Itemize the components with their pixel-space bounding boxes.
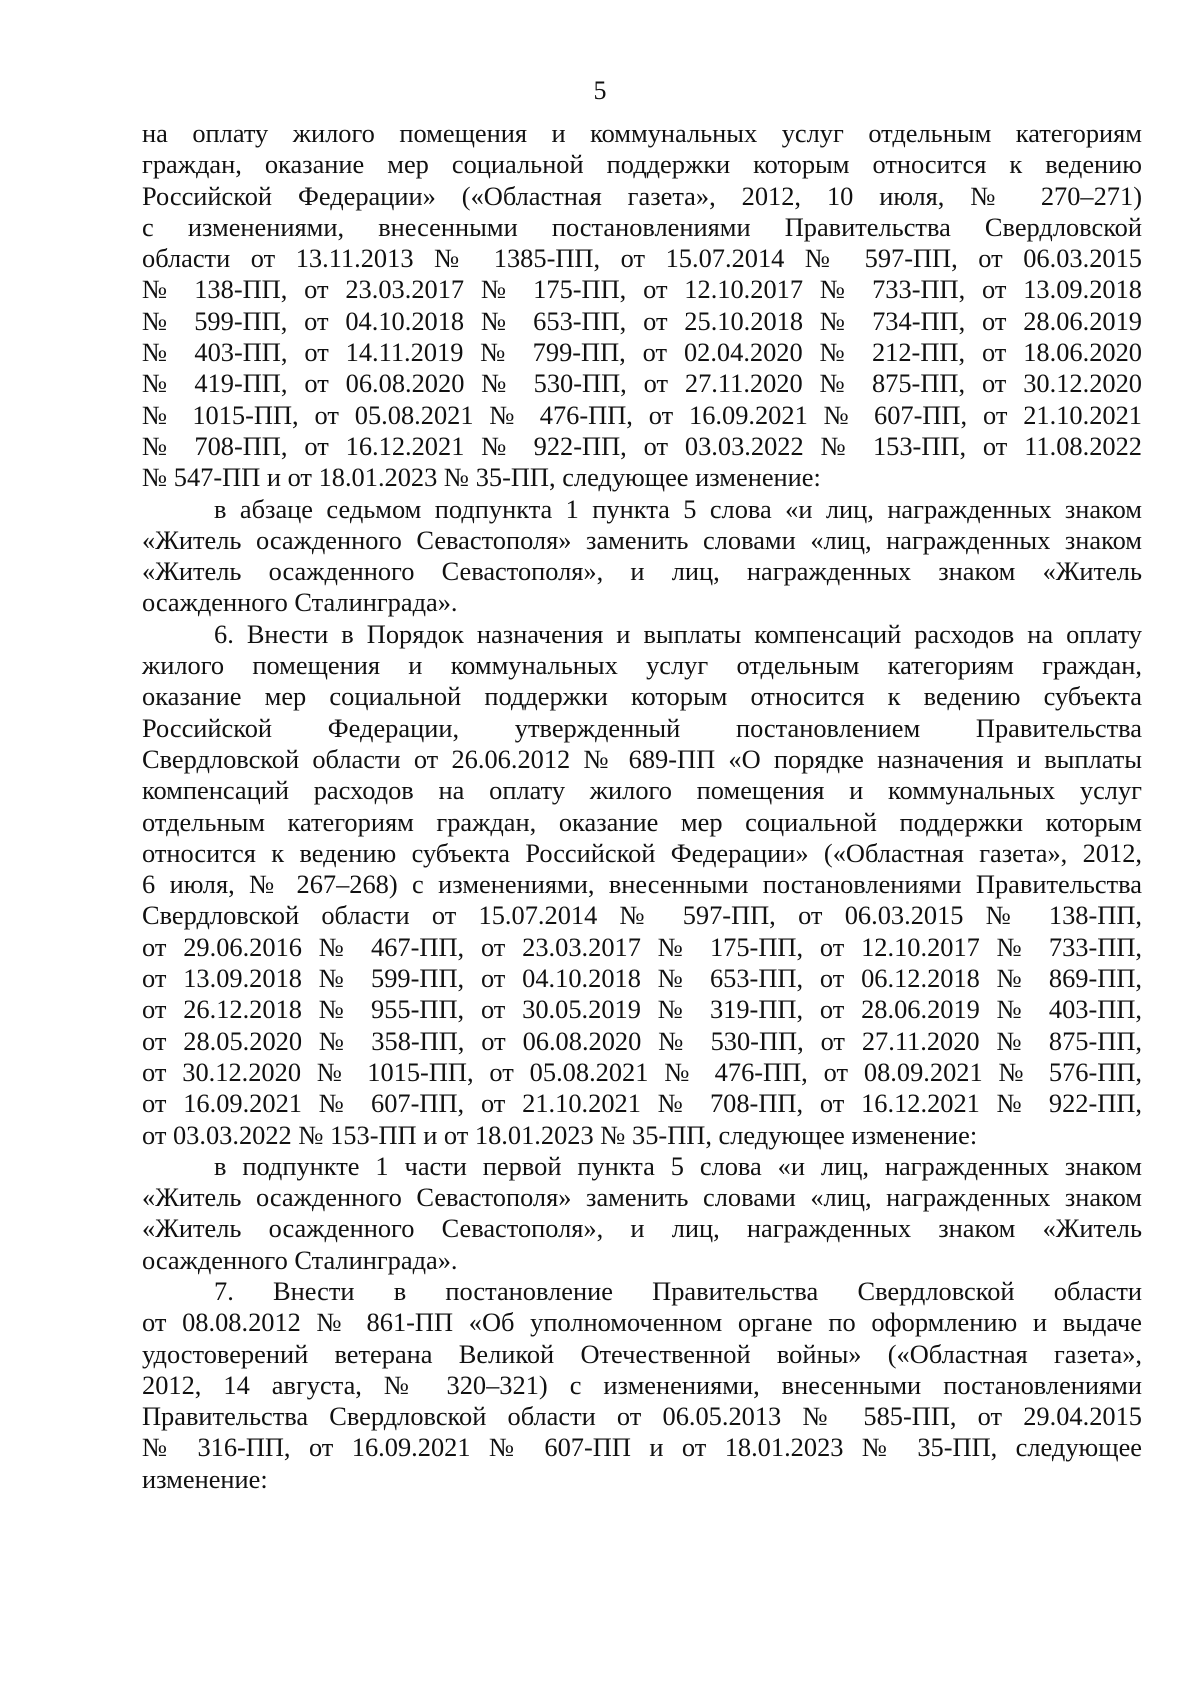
text-line: № 316-ПП, от 16.09.2021 № 607-ПП и от 18.01.2023 № 35-ПП, следующее (142, 1432, 1142, 1463)
text-line: № 419-ПП, от 06.08.2020 № 530-ПП, от 27.11.2020 № 875-ПП, от 30.12.2020 (142, 368, 1142, 399)
text-line: области от 13.11.2013 № 1385-ПП, от 15.07.2014 № 597-ПП, от 06.03.2015 (142, 243, 1142, 274)
text-line: № 708-ПП, от 16.12.2021 № 922-ПП, от 03.03.2022 № 153-ПП, от 11.08.2022 (142, 430, 1142, 461)
document-body (142, 118, 1142, 1495)
text-line: отдельным категориям граждан, оказание мер социальной поддержки которым (142, 806, 1142, 837)
text-line: Российской Федерации» («Областная газета», 2012, 10 июля, № 270–271) (142, 180, 1142, 211)
text-line: от 29.06.2016 № 467-ПП, от 23.03.2017 № 175-ПП, от 12.10.2017 № 733-ПП, (142, 931, 1142, 962)
text-line: «Житель осажденного Севастополя», и лиц, награжденных знаком «Житель (142, 1213, 1142, 1244)
text-line: 2012, 14 августа, № 320–321) с изменениями, внесенными постановлениями (142, 1369, 1142, 1400)
text-line: от 30.12.2020 № 1015-ПП, от 05.08.2021 № 476-ПП, от 08.09.2021 № 576-ПП, (142, 1056, 1142, 1087)
text-line: от 16.09.2021 № 607-ПП, от 21.10.2021 № 708-ПП, от 16.12.2021 № 922-ПП, (142, 1088, 1142, 1119)
text-line: относится к ведению субъекта Российской Федерации» («Областная газета», 2012, (142, 837, 1142, 868)
text-line: № 547-ПП и от 18.01.2023 № 35-ПП, следующее изменение: (142, 462, 821, 493)
page-number: 5 (593, 76, 607, 105)
text-line: на оплату жилого помещения и коммунальных услуг отдельным категориям (142, 118, 1142, 148)
text-line: № 138-ПП, от 23.03.2017 № 175-ПП, от 12.10.2017 № 733-ПП, от 13.09.2018 (142, 274, 1142, 305)
text-line: Российской Федерации, утвержденный постановлением Правительства (142, 712, 1142, 743)
text-line: 6 июля, № 267–268) с изменениями, внесенными постановлениями Правительства (142, 869, 1142, 900)
text-line: № 403-ПП, от 14.11.2019 № 799-ПП, от 02.04.2020 № 212-ПП, от 18.06.2020 (142, 337, 1142, 368)
text-line: № 599-ПП, от 04.10.2018 № 653-ПП, от 25.10.2018 № 734-ПП, от 28.06.2019 (142, 305, 1142, 336)
text-line: оказание мер социальной поддержки которым относится к ведению субъекта (142, 681, 1142, 712)
text-line: граждан, оказание мер социальной поддержки которым относится к ведению (142, 149, 1142, 180)
text-line: от 26.12.2018 № 955-ПП, от 30.05.2019 № 319-ПП, от 28.06.2019 № 403-ПП, (142, 994, 1142, 1025)
text-line: от 13.09.2018 № 599-ПП, от 04.10.2018 № 653-ПП, от 06.12.2018 № 869-ПП, (142, 963, 1142, 994)
text-line: Свердловской области от 15.07.2014 № 597-ПП, от 06.03.2015 № 138-ПП, (142, 900, 1142, 931)
text-line: жилого помещения и коммунальных услуг отдельным категориям граждан, (142, 650, 1142, 681)
text-line: от 03.03.2022 № 153-ПП и от 18.01.2023 № 35-ПП, следующее изменение: (142, 1119, 978, 1150)
text-line: изменение: (142, 1463, 268, 1494)
text-line: удостоверений ветерана Великой Отечественной войны» («Областная газета», (142, 1338, 1142, 1369)
text-line: осажденного Сталинграда». (142, 1244, 458, 1275)
text-line: с изменениями, внесенными постановлениями Правительства Свердловской (142, 211, 1142, 242)
text-line: от 08.08.2012 № 861-ПП «Об уполномоченном органе по оформлению и выдаче (142, 1307, 1142, 1338)
text-line: «Житель осажденного Севастополя» заменить словами «лиц, награжденных знаком (142, 1182, 1142, 1213)
text-line: в подпункте 1 части первой пункта 5 слова «и лиц, награжденных знаком (214, 1150, 1142, 1181)
text-line: 6. Внести в Порядок назначения и выплаты компенсаций расходов на оплату (214, 618, 1142, 649)
text-line: в абзаце седьмом подпункта 1 пункта 5 слова «и лиц, награжденных знаком (214, 493, 1142, 524)
text-line: осажденного Сталинграда». (142, 587, 458, 618)
text-line: Правительства Свердловской области от 06.05.2013 № 585-ПП, от 29.04.2015 (142, 1401, 1142, 1432)
text-line: «Житель осажденного Севастополя», и лиц, награжденных знаком «Житель (142, 556, 1142, 587)
text-line: 7. Внести в постановление Правительства Свердловской области (214, 1275, 1142, 1306)
text-line: от 28.05.2020 № 358-ПП, от 06.08.2020 № 530-ПП, от 27.11.2020 № 875-ПП, (142, 1025, 1142, 1056)
text-line: Свердловской области от 26.06.2012 № 689-ПП «О порядке назначения и выплаты (142, 743, 1142, 774)
text-line: «Житель осажденного Севастополя» заменить словами «лиц, награжденных знаком (142, 524, 1142, 555)
text-line: № 1015-ПП, от 05.08.2021 № 476-ПП, от 16.09.2021 № 607-ПП, от 21.10.2021 (142, 399, 1142, 430)
text-line: компенсаций расходов на оплату жилого помещения и коммунальных услуг (142, 775, 1142, 806)
